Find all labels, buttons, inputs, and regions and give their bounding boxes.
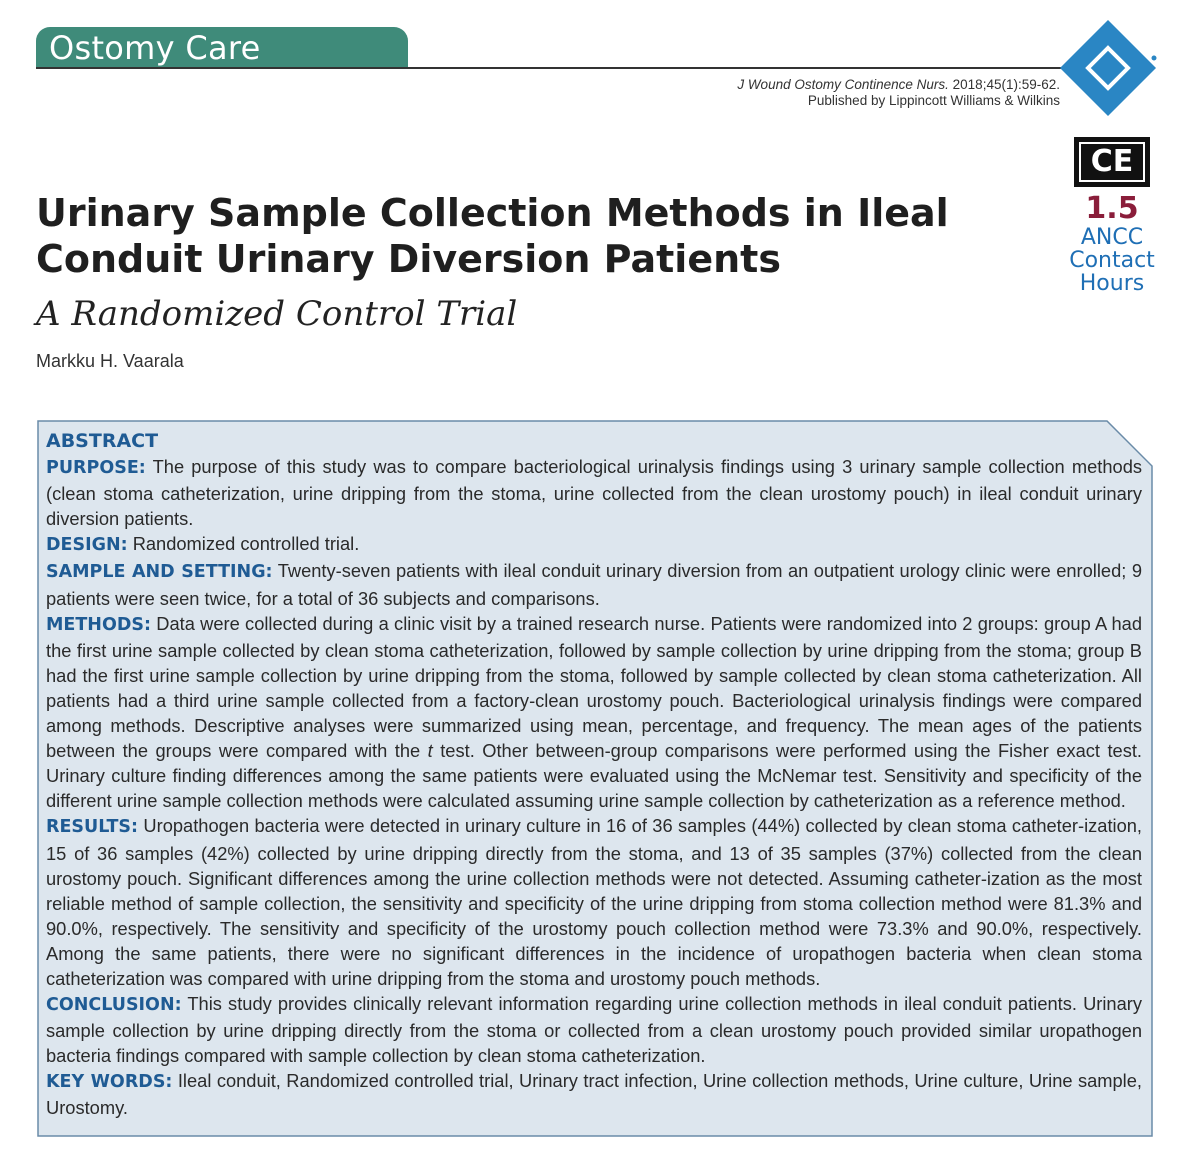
- design-label: DESIGN:: [46, 535, 128, 556]
- conclusion-text: This study provides clinically relevant information regarding urine collection methods in ileal conduit patients. Urinary sample collection by urine dripping directly from the stoma or collected from a clean urostomy pouch provided similar uropathogen bacteria findings compared with sample collection by clean stoma catheterization.: [46, 993, 1142, 1067]
- abstract-conclusion: [46, 991, 1142, 1068]
- abstract-design: [46, 531, 1142, 558]
- citation-journal: J Wound Ostomy Continence Nurs.: [737, 77, 949, 92]
- ce-contact-hours: [1064, 192, 1160, 295]
- article-subtitle: A Randomized Control Trial: [36, 294, 518, 334]
- citation-details: 2018;45(1):59-62.: [948, 77, 1060, 92]
- keywords-text: Ileal conduit, Randomized controlled trial, Urinary tract infection, Urine collection methods, Urine culture, Urine sample, Urostomy.: [46, 1070, 1142, 1119]
- abstract-heading: ABSTRACT: [46, 430, 159, 452]
- methods-text-1: Data were collected during a clinic visit by a trained research nurse. Patients were randomized into 2 groups: group A had the first urine sample collected by clean stoma catheterization, followed by sample collection by urine dripping from the stoma; group B had the first urine sample collection by urine dripping from the stoma, followed by sample collected by clean stoma catheterization. All patients had a third urine sample collected from a factory-clean urostomy pouch. Bacteriological urinalysis findings were compared among methods. Descriptive analyses were summarized using mean, percentage, and frequency. The mean ages of the patients between the groups were compared with the: [46, 612, 1142, 762]
- abstract-sample: [46, 558, 1142, 610]
- ce-line-ancc: ANCC: [1080, 225, 1144, 250]
- abstract-content: [46, 429, 1142, 1121]
- design-text: Randomized controlled trial.: [127, 533, 360, 555]
- citation-publisher: Published by Lippincott Williams & Wilkins: [807, 93, 1060, 108]
- ce-line-contact: Contact: [1069, 248, 1155, 273]
- article-title: [36, 190, 1036, 282]
- sample-label: SAMPLE AND SETTING:: [46, 562, 273, 583]
- article-author: Markku H. Vaarala: [36, 351, 184, 371]
- keywords-label: KEY WORDS:: [46, 1072, 173, 1093]
- title-line-2: Conduit Urinary Diversion Patients: [36, 237, 781, 281]
- section-tab: [36, 27, 408, 69]
- citation: [737, 77, 1060, 109]
- ce-badge: [1074, 137, 1150, 187]
- ce-badge-label: CE: [1079, 142, 1145, 182]
- citation-journal-line: [737, 77, 1060, 93]
- abstract-box: [37, 420, 1153, 1137]
- abstract-methods: [46, 611, 1142, 814]
- section-rule: [36, 67, 1096, 69]
- abstract-results: [46, 813, 1142, 991]
- purpose-text: The purpose of this study was to compare bacteriological urinalysis findings using 3 urinary sample collection methods (clean stoma catheterization, urine dripping from the stoma, urine collected from the clean urostomy pouch) in ileal conduit urinary diversion patients.: [46, 456, 1142, 530]
- title-line-1: Urinary Sample Collection Methods in Ileal: [36, 191, 949, 235]
- ce-line-hours: Hours: [1079, 271, 1145, 296]
- abstract-keywords: [46, 1068, 1142, 1120]
- sample-text: Twenty-seven patients with ileal conduit urinary diversion from an outpatient urology clinic were enrolled; 9 patients were seen twice, for a total of 36 subjects and comparisons.: [46, 560, 1142, 609]
- section-label: Ostomy Care: [49, 29, 261, 67]
- abstract-purpose: [46, 454, 1142, 531]
- journal-logo-icon: [1058, 18, 1158, 118]
- ce-hours-value: 1.5: [1085, 191, 1139, 226]
- methods-text-2: test. Other between-group comparisons were performed using the Fisher exact test. Urinary culture finding differences among the same patients were evaluated using the McNemar test. Sensitivity and specificity of the different urine sample collection methods were calculated assuming urine sample collection by catheterization as a reference method.: [46, 740, 1143, 812]
- methods-t: t: [427, 740, 433, 762]
- results-label: RESULTS:: [46, 817, 139, 838]
- results-text: Uropathogen bacteria were detected in urinary culture in 16 of 36 samples (44%) collected by clean stoma catheter-ization, 15 of 36 samples (42%) collected by urine dripping directly from the stoma, and 13 of 35 samples (37%) collected from the clean urostomy pouch. Significant differences among the urine collection methods were not detected. Assuming catheter-ization as the most reliable method of sample collection, the sensitivity and specificity of the urine dripping from stoma collection method were 81.3% and 90.0%, respectively. The sensitivity and specificity of the urostomy pouch collection method were 73.3% and 90.0%, respectively. Among the same patients, there were no significant differences in the incidence of uropathogen bacteria when clean stoma catheterization was compared with urine dripping from the stoma and urostomy pouch methods.: [46, 815, 1142, 989]
- conclusion-label: CONCLUSION:: [46, 995, 182, 1016]
- purpose-label: PURPOSE:: [46, 458, 146, 479]
- methods-label: METHODS:: [46, 614, 151, 635]
